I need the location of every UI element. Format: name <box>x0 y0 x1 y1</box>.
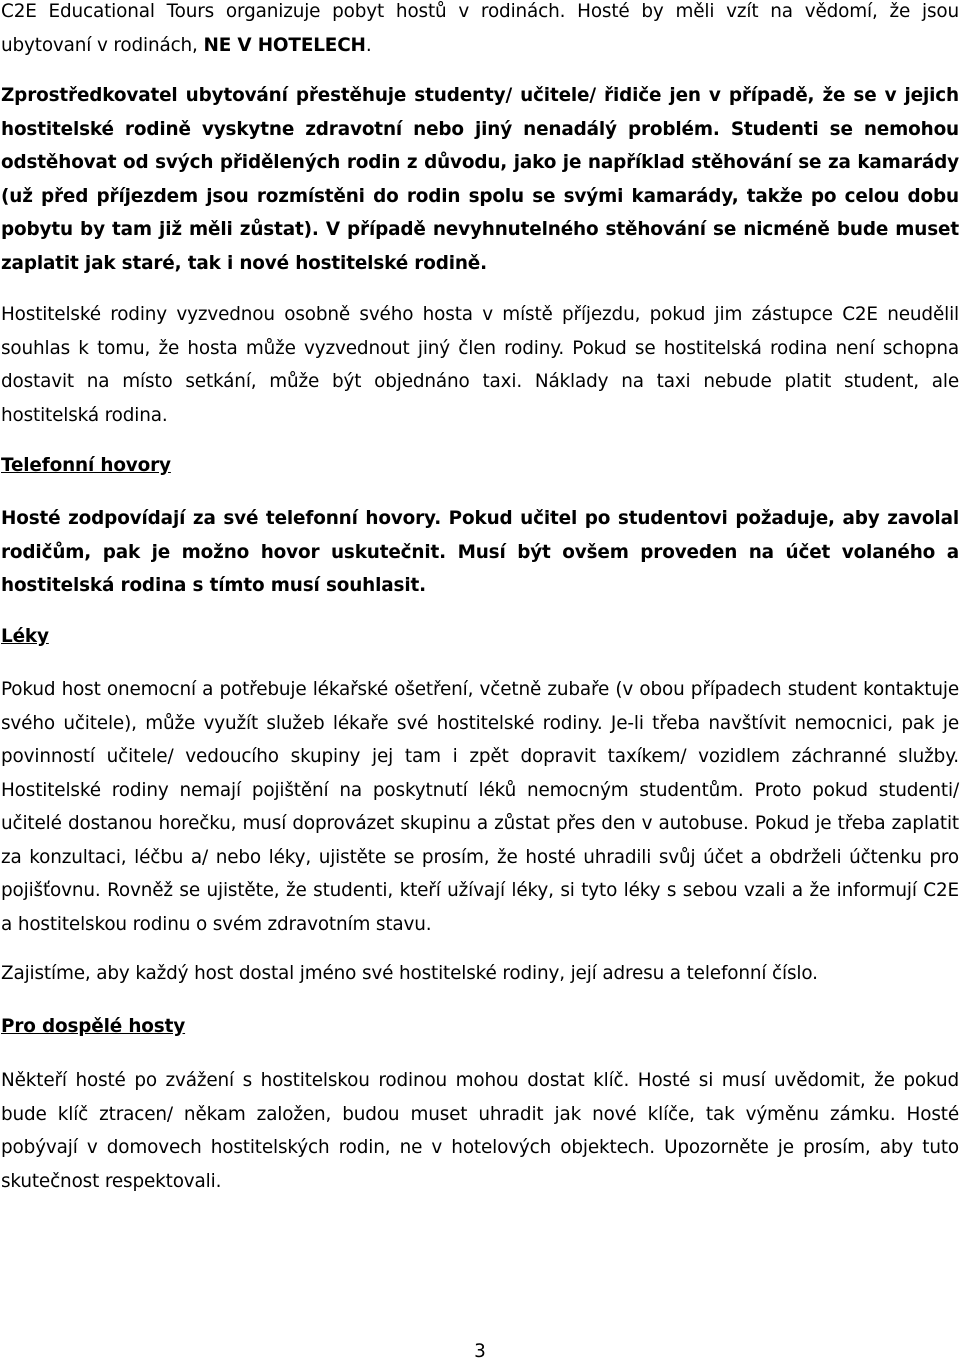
paragraph-relocation: Zprostředkovatel ubytování přestěhuje studenty/ učitele/ řidiče jen v případě, že se v jejich hostitelské rodině vyskytne zdravotní nebo jiný nenadálý problém. Studenti se nemohou odstěhovat od svých přidělených rodin z důvodu, jako je například stěhování se za kamarády (už před příjezdem jsou rozmístěni do rodin spolu se svými kamarády, takže po celou dobu pobytu by tam již měli zůstat). V případě nevyhnutelného stěhování se nicméně bude muset zaplatit jak staré, tak i nové hostitelské rodině. <box>1 85 959 274</box>
page-number: 3 <box>474 1341 486 1362</box>
section-heading-phone-calls: Telefonní hovory <box>1 455 171 476</box>
paragraph-medicine: Pokud host onemocní a potřebuje lékařské ošetření, včetně zubaře (v obou případech student kontaktuje svého učitele), může využít služeb lékaře své hostitelské rodiny. Je-li třeba navštívit nemocnici, pak je povinností učitele/ vedoucího skupiny jej tam i zpět dopravit taxíkem/ vozidlem záchranné služby. Hostitelské rodiny nemají pojištění na poskytnutí léků nemocným studentům. Proto pokud studenti/ učitelé dostanou horečku, musí doprovázet skupinu a zůstat přes den v autobuse. Pokud je třeba zaplatit za konzultaci, léčbu a/ nebo léky, ujistěte se prosím, že hosté uhradili svůj účet a obdrželi účtenku pro pojišťovnu. Rovněž se ujistěte, že studenti, kteří užívají léky, si tyto léky s sebou vzali a že informují C2E a hostitelskou rodinu o svém zdravotním stavu. <box>1 679 959 935</box>
paragraph-adult-guests: Někteří hosté po zvážení s hostitelskou rodinou mohou dostat klíč. Hosté si musí uvědomit, že pokud bude klíč ztracen/ někam založen, budou muset uhradit jak nové klíče, tak výměnu zámku. Hosté pobývají v domovech hostitelských rodin, ne v hotelových objektech. Upozorněte je prosím, aby tuto skutečnost respektovali. <box>1 1070 959 1192</box>
paragraph-text-end: . <box>365 34 372 56</box>
paragraph-host-info: Zajistíme, aby každý host dostal jméno své hostitelské rodiny, její adresu a telefonní číslo. <box>1 963 818 984</box>
section-heading-medicine: Léky <box>1 626 49 647</box>
paragraph-phone-calls: Hosté zodpovídají za své telefonní hovory. Pokud učitel po studentovi požaduje, aby zavolal rodičům, pak je možno hovor uskutečnit. Musí být ovšem proveden na účet volaného a hostitelská rodina s tímto musí souhlasit. <box>1 508 959 596</box>
section-heading-adult-guests: Pro dospělé hosty <box>1 1016 186 1037</box>
paragraph-pickup: Hostitelské rodiny vyzvednou osobně svého hosta v místě příjezdu, pokud jim zástupce C2E neudělil souhlas k tomu, že hosta může vyzvednout jiný člen rodiny. Pokud se hostitelská rodina není schopna dostavit na místo setkání, může být objednáno taxi. Náklady na taxi nebude platit student, ale hostitelská rodina. <box>1 304 959 426</box>
emphasis-no-hotels: NE V HOTELECH <box>203 34 366 56</box>
paragraph-accommodation-intro <box>1 0 959 62</box>
paragraph-text: C2E Educational Tours organizuje pobyt hostů v rodinách. Hosté by měli vzít na vědomí, že jsou ubytovaní v rodinách, <box>1 1 959 56</box>
